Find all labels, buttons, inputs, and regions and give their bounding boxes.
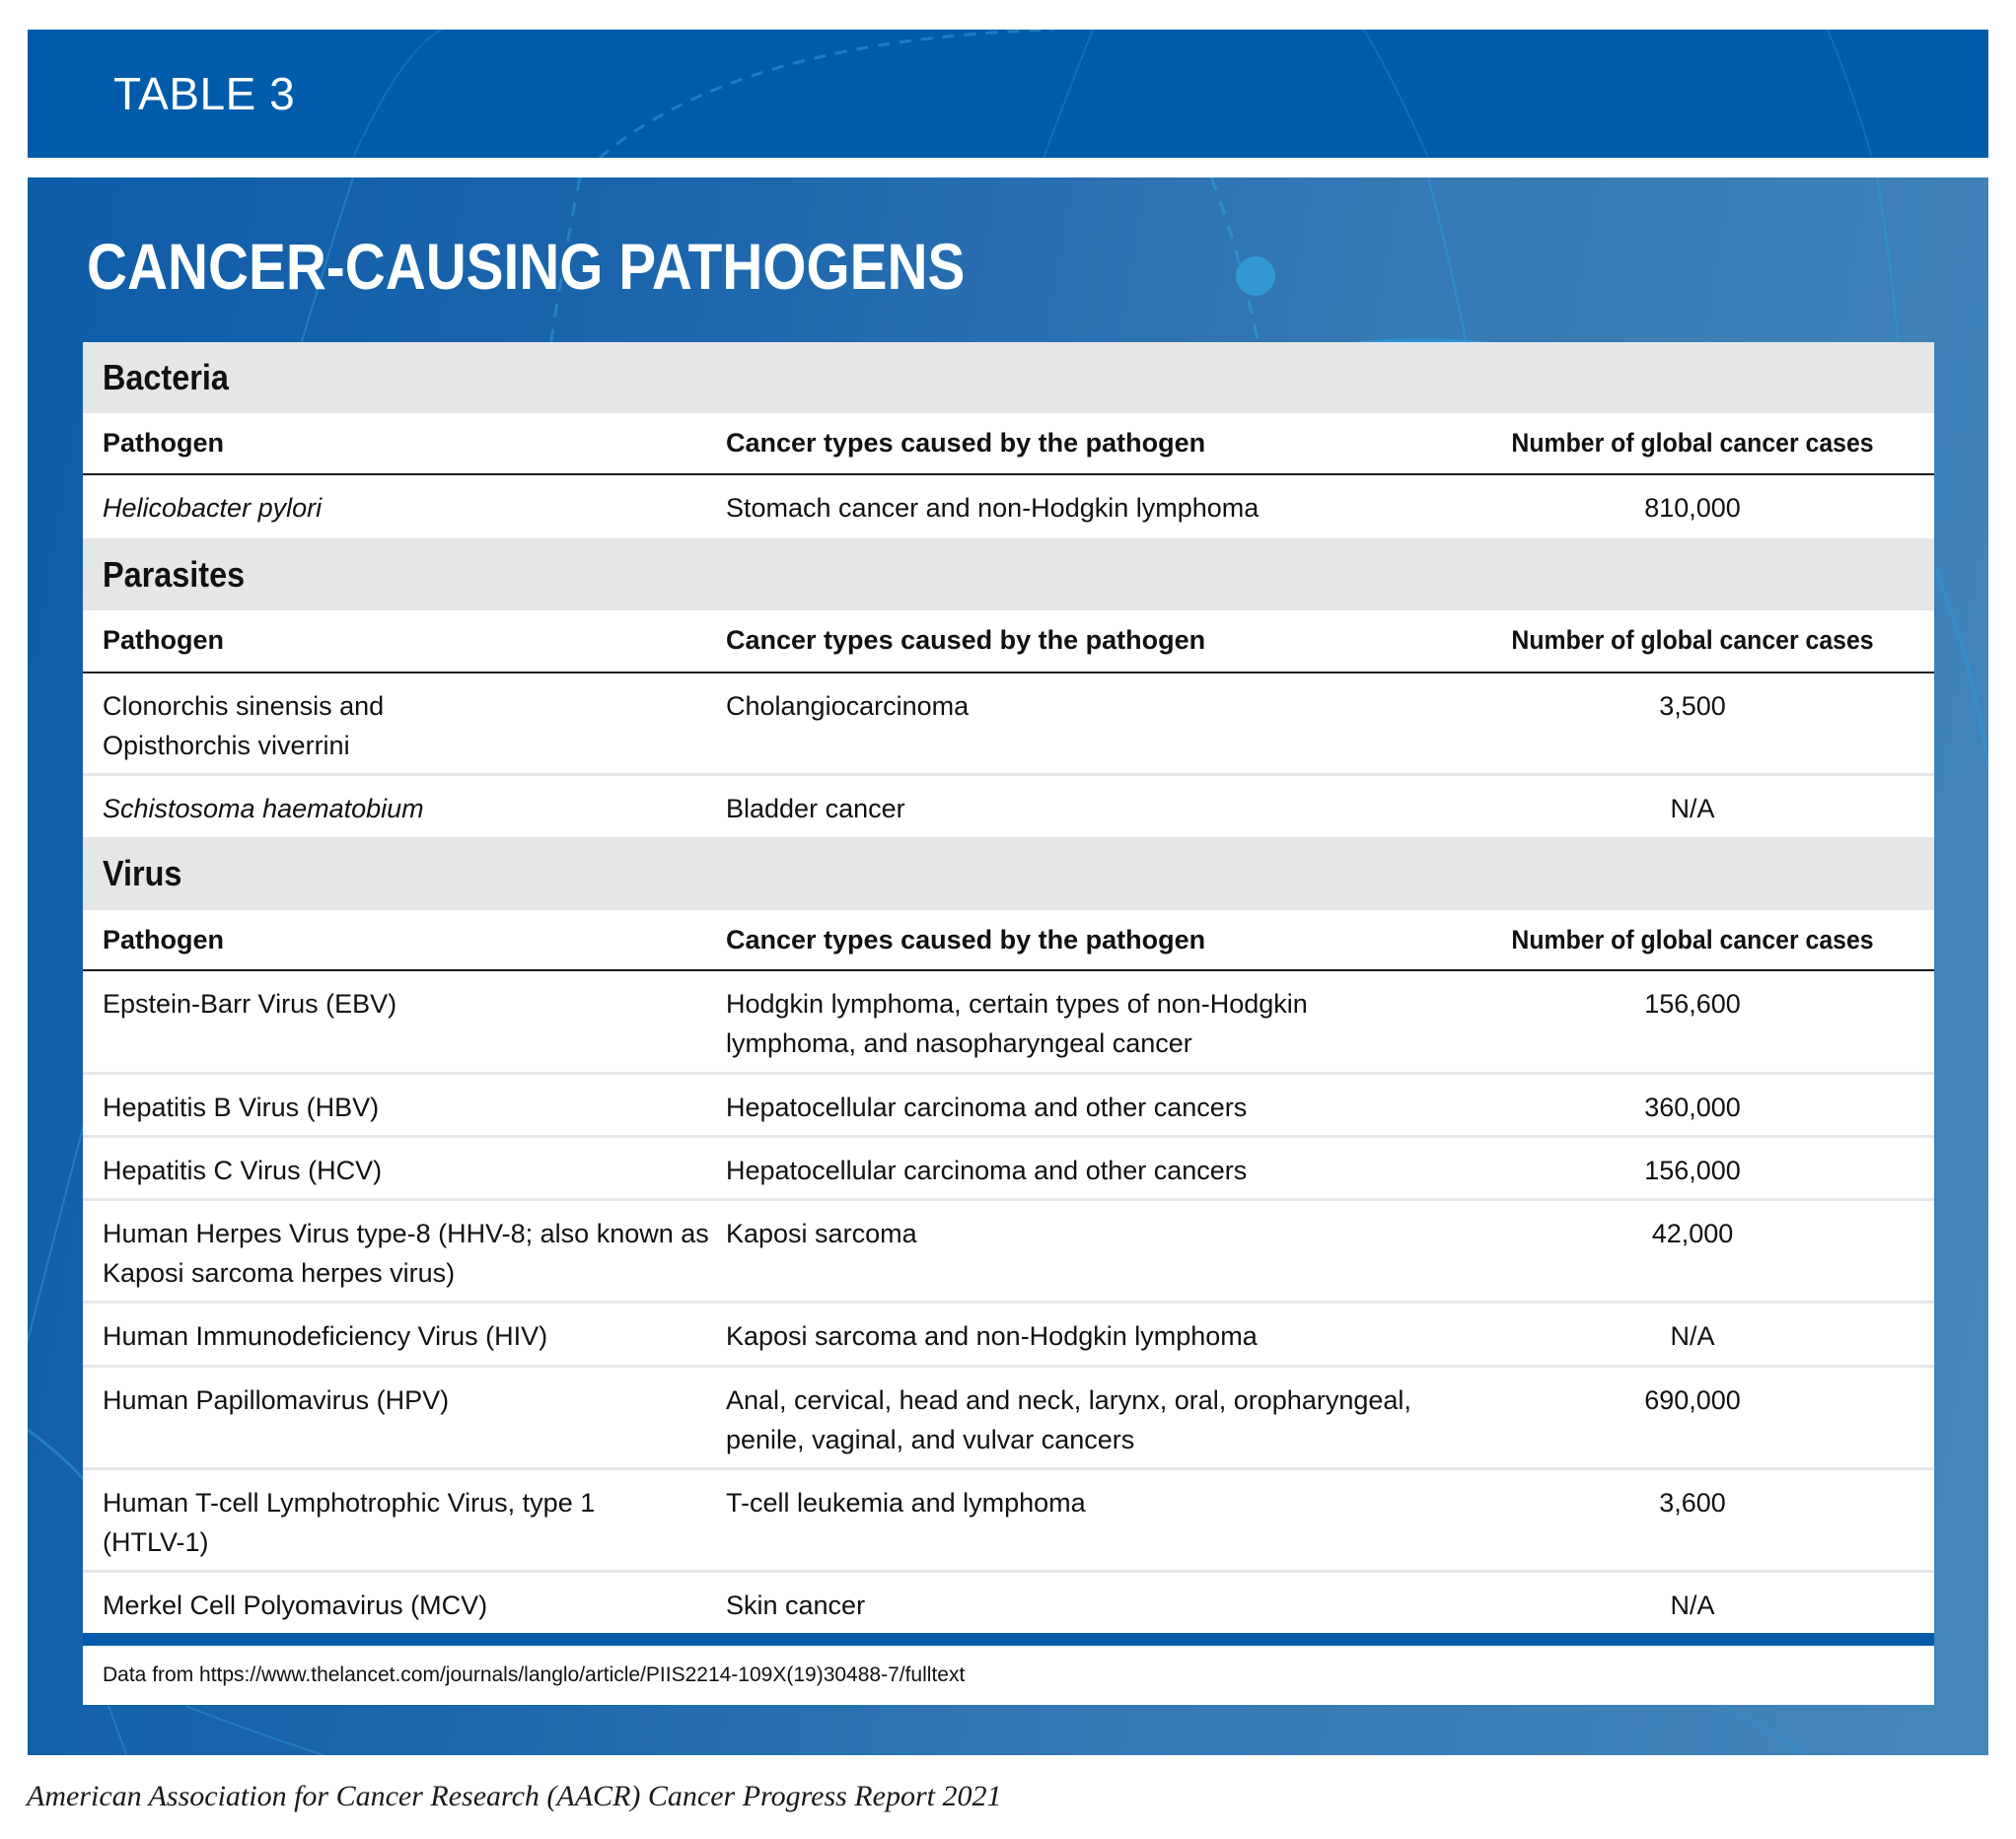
cancer-types-cell: T-cell leukemia and lymphoma (726, 1488, 1086, 1518)
table-row (83, 1304, 1934, 1368)
pathogens-table (83, 342, 1934, 1705)
decor-arc (28, 1430, 83, 1479)
section-header-parasites (83, 538, 1934, 610)
cancer-types-cell: Hodgkin lymphoma, certain types of non-Hodgkin lymphoma, and nasopharyngeal cancer (726, 989, 1308, 1058)
cases-cell: 810,000 (1644, 493, 1741, 523)
table-row (83, 673, 1934, 776)
table-row (83, 776, 1934, 837)
table-bottom-rule (83, 1633, 1934, 1646)
column-header-cases: Number of global cancer cases (1511, 925, 1874, 955)
table-number-banner (28, 30, 1988, 158)
report-caption: American Association for Cancer Research (AACR) Cancer Progress Report 2021 (27, 1780, 1002, 1812)
cancer-types-cell: Skin cancer (726, 1591, 866, 1620)
column-header-row (83, 910, 1934, 971)
table-number: TABLE 3 (113, 68, 296, 119)
column-header-cancer-types: Cancer types caused by the pathogen (726, 625, 1206, 655)
cases-cell: N/A (1670, 794, 1715, 823)
column-header-pathogen: Pathogen (103, 925, 225, 955)
column-header-cases: Number of global cancer cases (1511, 625, 1874, 655)
source-footnote (83, 1646, 1934, 1705)
column-header-pathogen: Pathogen (103, 428, 225, 458)
section-header-virus (83, 837, 1934, 910)
cancer-types-cell: Cholangiocarcinoma (726, 691, 970, 721)
table-row (83, 1201, 1934, 1304)
cases-cell: N/A (1670, 1591, 1715, 1620)
page-title: CANCER-CAUSING PATHOGENS (87, 230, 966, 303)
cases-cell: 690,000 (1644, 1385, 1741, 1415)
cancer-types-cell: Hepatocellular carcinoma and other cancers (726, 1093, 1248, 1122)
section-title: Parasites (103, 554, 246, 595)
cancer-types-cell: Hepatocellular carcinoma and other cancers (726, 1156, 1248, 1185)
decor-arc (353, 30, 442, 158)
column-header-cancer-types: Cancer types caused by the pathogen (726, 428, 1206, 458)
table-row (83, 1470, 1934, 1573)
table-row (83, 475, 1934, 538)
decor-arc (185, 1706, 324, 1755)
cancer-types-cell: Kaposi sarcoma and non-Hodgkin lymphoma (726, 1321, 1258, 1351)
table-row (83, 971, 1934, 1075)
pathogen-cell: Clonorchis sinensis and Opisthorchis viverrini (103, 691, 385, 760)
cases-cell: N/A (1670, 1321, 1715, 1351)
pathogen-cell: Human Herpes Virus type-8 (HHV-8; also known as Kaposi sarcoma herpes virus) (103, 1219, 709, 1288)
column-header-pathogen: Pathogen (103, 625, 225, 655)
banner-decoration (28, 30, 1988, 158)
cases-cell: 42,000 (1651, 1219, 1734, 1248)
pathogen-cell: Helicobacter pylori (103, 493, 323, 523)
table-row (83, 1368, 1934, 1470)
decor-dot (1236, 256, 1275, 296)
pathogen-cell: Epstein-Barr Virus (EBV) (103, 989, 397, 1019)
cases-cell: 156,600 (1644, 989, 1741, 1019)
pathogen-cell: Hepatitis C Virus (HCV) (103, 1156, 383, 1185)
cancer-types-cell: Bladder cancer (726, 794, 905, 823)
section-header-bacteria (83, 342, 1934, 413)
section-title: Bacteria (103, 357, 229, 397)
cancer-types-cell: Kaposi sarcoma (726, 1219, 917, 1248)
pathogen-cell: Human T-cell Lymphotrophic Virus, type 1 (HTLV-1) (103, 1488, 596, 1557)
column-header-row (83, 610, 1934, 673)
source-note-text: Data from https://www.thelancet.com/journals/langlo/article/PIIS2214-109X(19)30488-7/fulltext (103, 1663, 966, 1686)
column-header-row (83, 413, 1934, 475)
section-title: Virus (103, 853, 182, 893)
decor-arc (1936, 572, 1988, 769)
pathogen-cell: Human Papillomavirus (HPV) (103, 1385, 450, 1415)
column-header-cases: Number of global cancer cases (1511, 428, 1874, 458)
cases-cell: 3,600 (1659, 1488, 1726, 1518)
decor-arc (1364, 30, 1428, 158)
decor-arc (600, 30, 1053, 158)
table-row (83, 1573, 1934, 1633)
table-row (83, 1075, 1934, 1138)
cases-cell: 156,000 (1644, 1156, 1741, 1185)
pathogen-cell: Merkel Cell Polyomavirus (MCV) (103, 1591, 488, 1620)
cases-cell: 3,500 (1659, 691, 1726, 721)
cancer-types-cell: Anal, cervical, head and neck, larynx, oral, oropharyngeal, penile, vaginal, and vulvar cancers (726, 1385, 1411, 1454)
pathogen-cell: Human Immunodeficiency Virus (HIV) (103, 1321, 548, 1351)
pathogen-cell: Schistosoma haematobium (103, 794, 424, 823)
decor-arc (1724, 1706, 1803, 1755)
decor-arc (1828, 30, 1872, 158)
column-header-cancer-types: Cancer types caused by the pathogen (726, 925, 1206, 955)
cases-cell: 360,000 (1644, 1093, 1741, 1122)
table-row (83, 1138, 1934, 1201)
pathogen-cell: Hepatitis B Virus (HBV) (103, 1093, 380, 1122)
cancer-types-cell: Stomach cancer and non-Hodgkin lymphoma (726, 493, 1260, 523)
decor-arc (1044, 30, 1093, 158)
